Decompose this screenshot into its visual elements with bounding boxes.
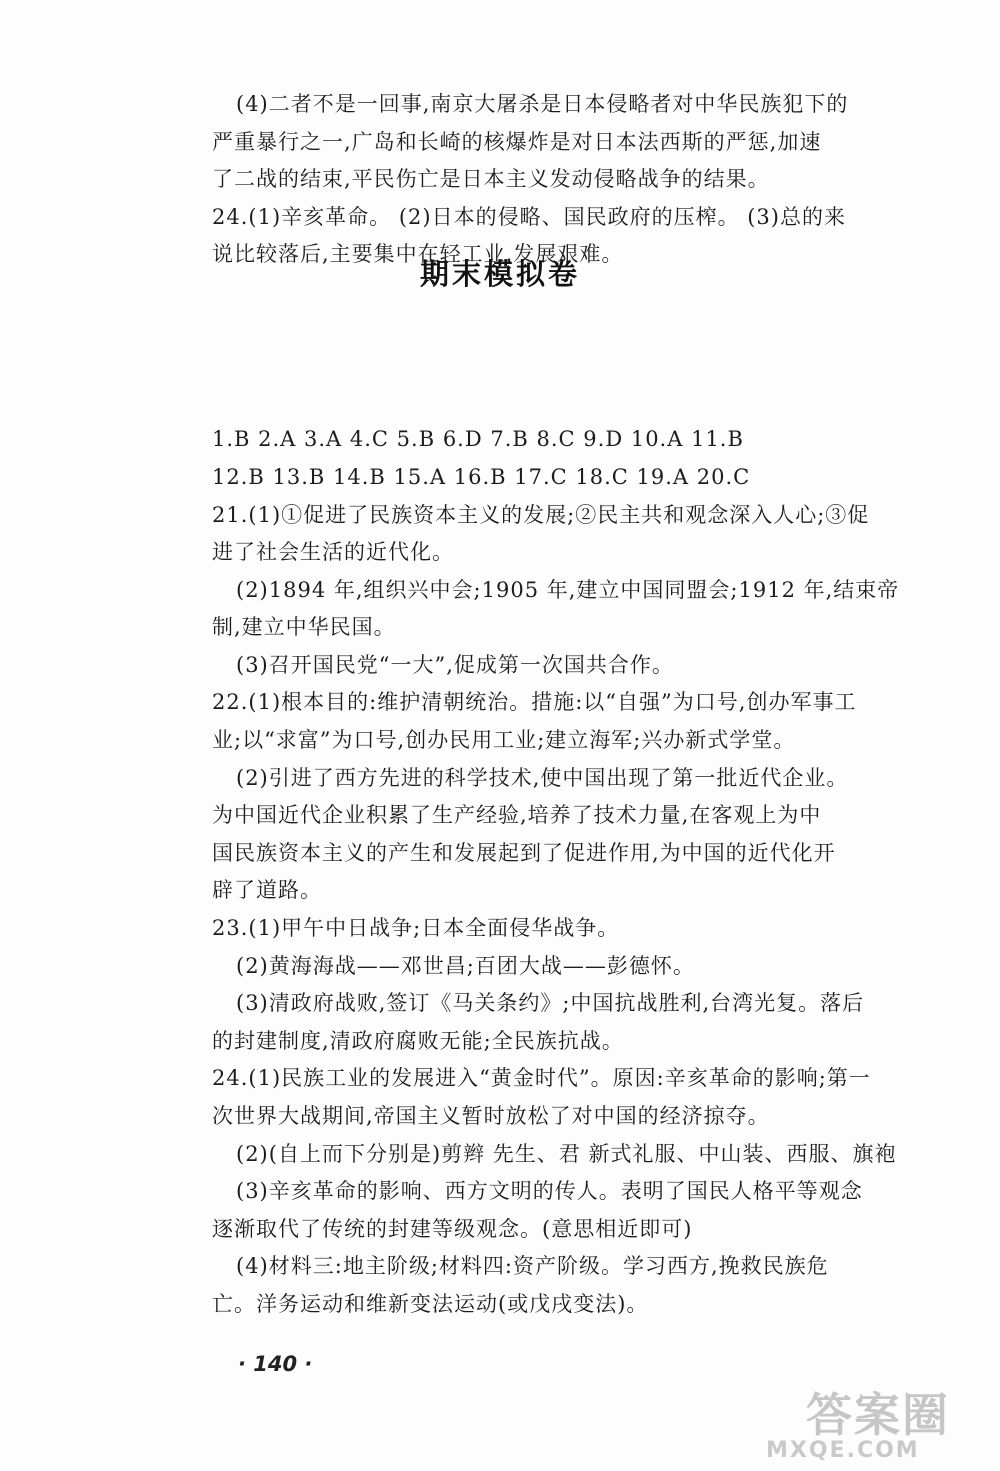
answer-line: 12.B 13.B 14.B 15.A 16.B 17.C 18.C 19.A 20.C [212, 465, 751, 489]
text-line: 严重暴行之一,广岛和长崎的核爆炸是对日本法西斯的严惩,加速 [212, 130, 822, 154]
text-line: 业;以“求富”为口号,创办民用工业;建立海军;兴办新式学堂。 [212, 728, 796, 752]
text-line: 了二战的结束,平民伤亡是日本主义发动侵略战争的结果。 [212, 167, 770, 191]
text-line: 的封建制度,清政府腐败无能;全民族抗战。 [212, 1029, 624, 1053]
watermark-site-text: MXQE.COM [766, 1438, 920, 1463]
text-line: 24.(1)民族工业的发展进入“黄金时代”。原因:辛亥革命的影响;第一 [212, 1066, 871, 1090]
text-line: (3)辛亥革命的影响、西方文明的传人。表明了国民人格平等观念 [236, 1179, 863, 1203]
text-line: 制,建立中华民国。 [212, 615, 396, 639]
text-line: (3)召开国民党“一大”,促成第一次国共合作。 [236, 653, 674, 677]
text-line: 24.(1)辛亥革命。 (2)日本的侵略、国民政府的压榨。 (3)总的来 [212, 205, 846, 229]
text-line: 进了社会生活的近代化。 [212, 540, 454, 564]
text-line: 辟了道路。 [212, 878, 322, 902]
text-line: 国民族资本主义的产生和发展起到了促进作用,为中国的近代化开 [212, 841, 836, 865]
text-line: 说比较落后,主要集中在轻工业,发展艰难。 [212, 242, 624, 266]
section-title: 期末模拟卷 [419, 257, 580, 291]
answer-line: 1.B 2.A 3.A 4.C 5.B 6.D 7.B 8.C 9.D 10.A 11.B [212, 427, 744, 451]
watermark-logo-text: 答案圈 [806, 1388, 950, 1442]
page-number: · 140 · [238, 1352, 313, 1376]
text-line: (4)二者不是一回事,南京大屠杀是日本侵略者对中华民族犯下的 [236, 92, 849, 116]
text-line: (3)清政府战败,签订《马关条约》;中国抗战胜利,台湾光复。落后 [236, 991, 865, 1015]
text-line: 次世界大战期间,帝国主义暂时放松了对中国的经济掠夺。 [212, 1104, 770, 1128]
text-line: 21.(1)①促进了民族资本主义的发展;②民主共和观念深入人心;③促 [212, 503, 870, 527]
text-line: 逐渐取代了传统的封建等级观念。(意思相近即可) [212, 1217, 693, 1241]
text-line: 亡。洋务运动和维新变法运动(或戊戌变法)。 [212, 1292, 649, 1316]
text-line: 23.(1)甲午中日战争;日本全面侵华战争。 [212, 916, 620, 940]
text-line: 22.(1)根本目的:维护清朝统治。措施:以“自强”为口号,创办军事工 [212, 690, 857, 714]
watermark-logo [766, 1390, 996, 1470]
text-line: (2)引进了西方先进的科学技术,使中国出现了第一批近代企业。 [236, 766, 849, 790]
text-line: (2)(自上而下分别是)剪辫 先生、君 新式礼服、中山装、西服、旗袍 [236, 1142, 897, 1166]
text-line: (2)1894 年,组织兴中会;1905 年,建立中国同盟会;1912 年,结束帝 [236, 578, 900, 602]
text-line: (4)材料三:地主阶级;材料四:资产阶级。学习西方,挽救民族危 [236, 1254, 829, 1278]
text-line: 为中国近代企业积累了生产经验,培养了技术力量,在客观上为中 [212, 803, 822, 827]
text-line: (2)黄海海战——邓世昌;百团大战——彭德怀。 [236, 954, 695, 978]
